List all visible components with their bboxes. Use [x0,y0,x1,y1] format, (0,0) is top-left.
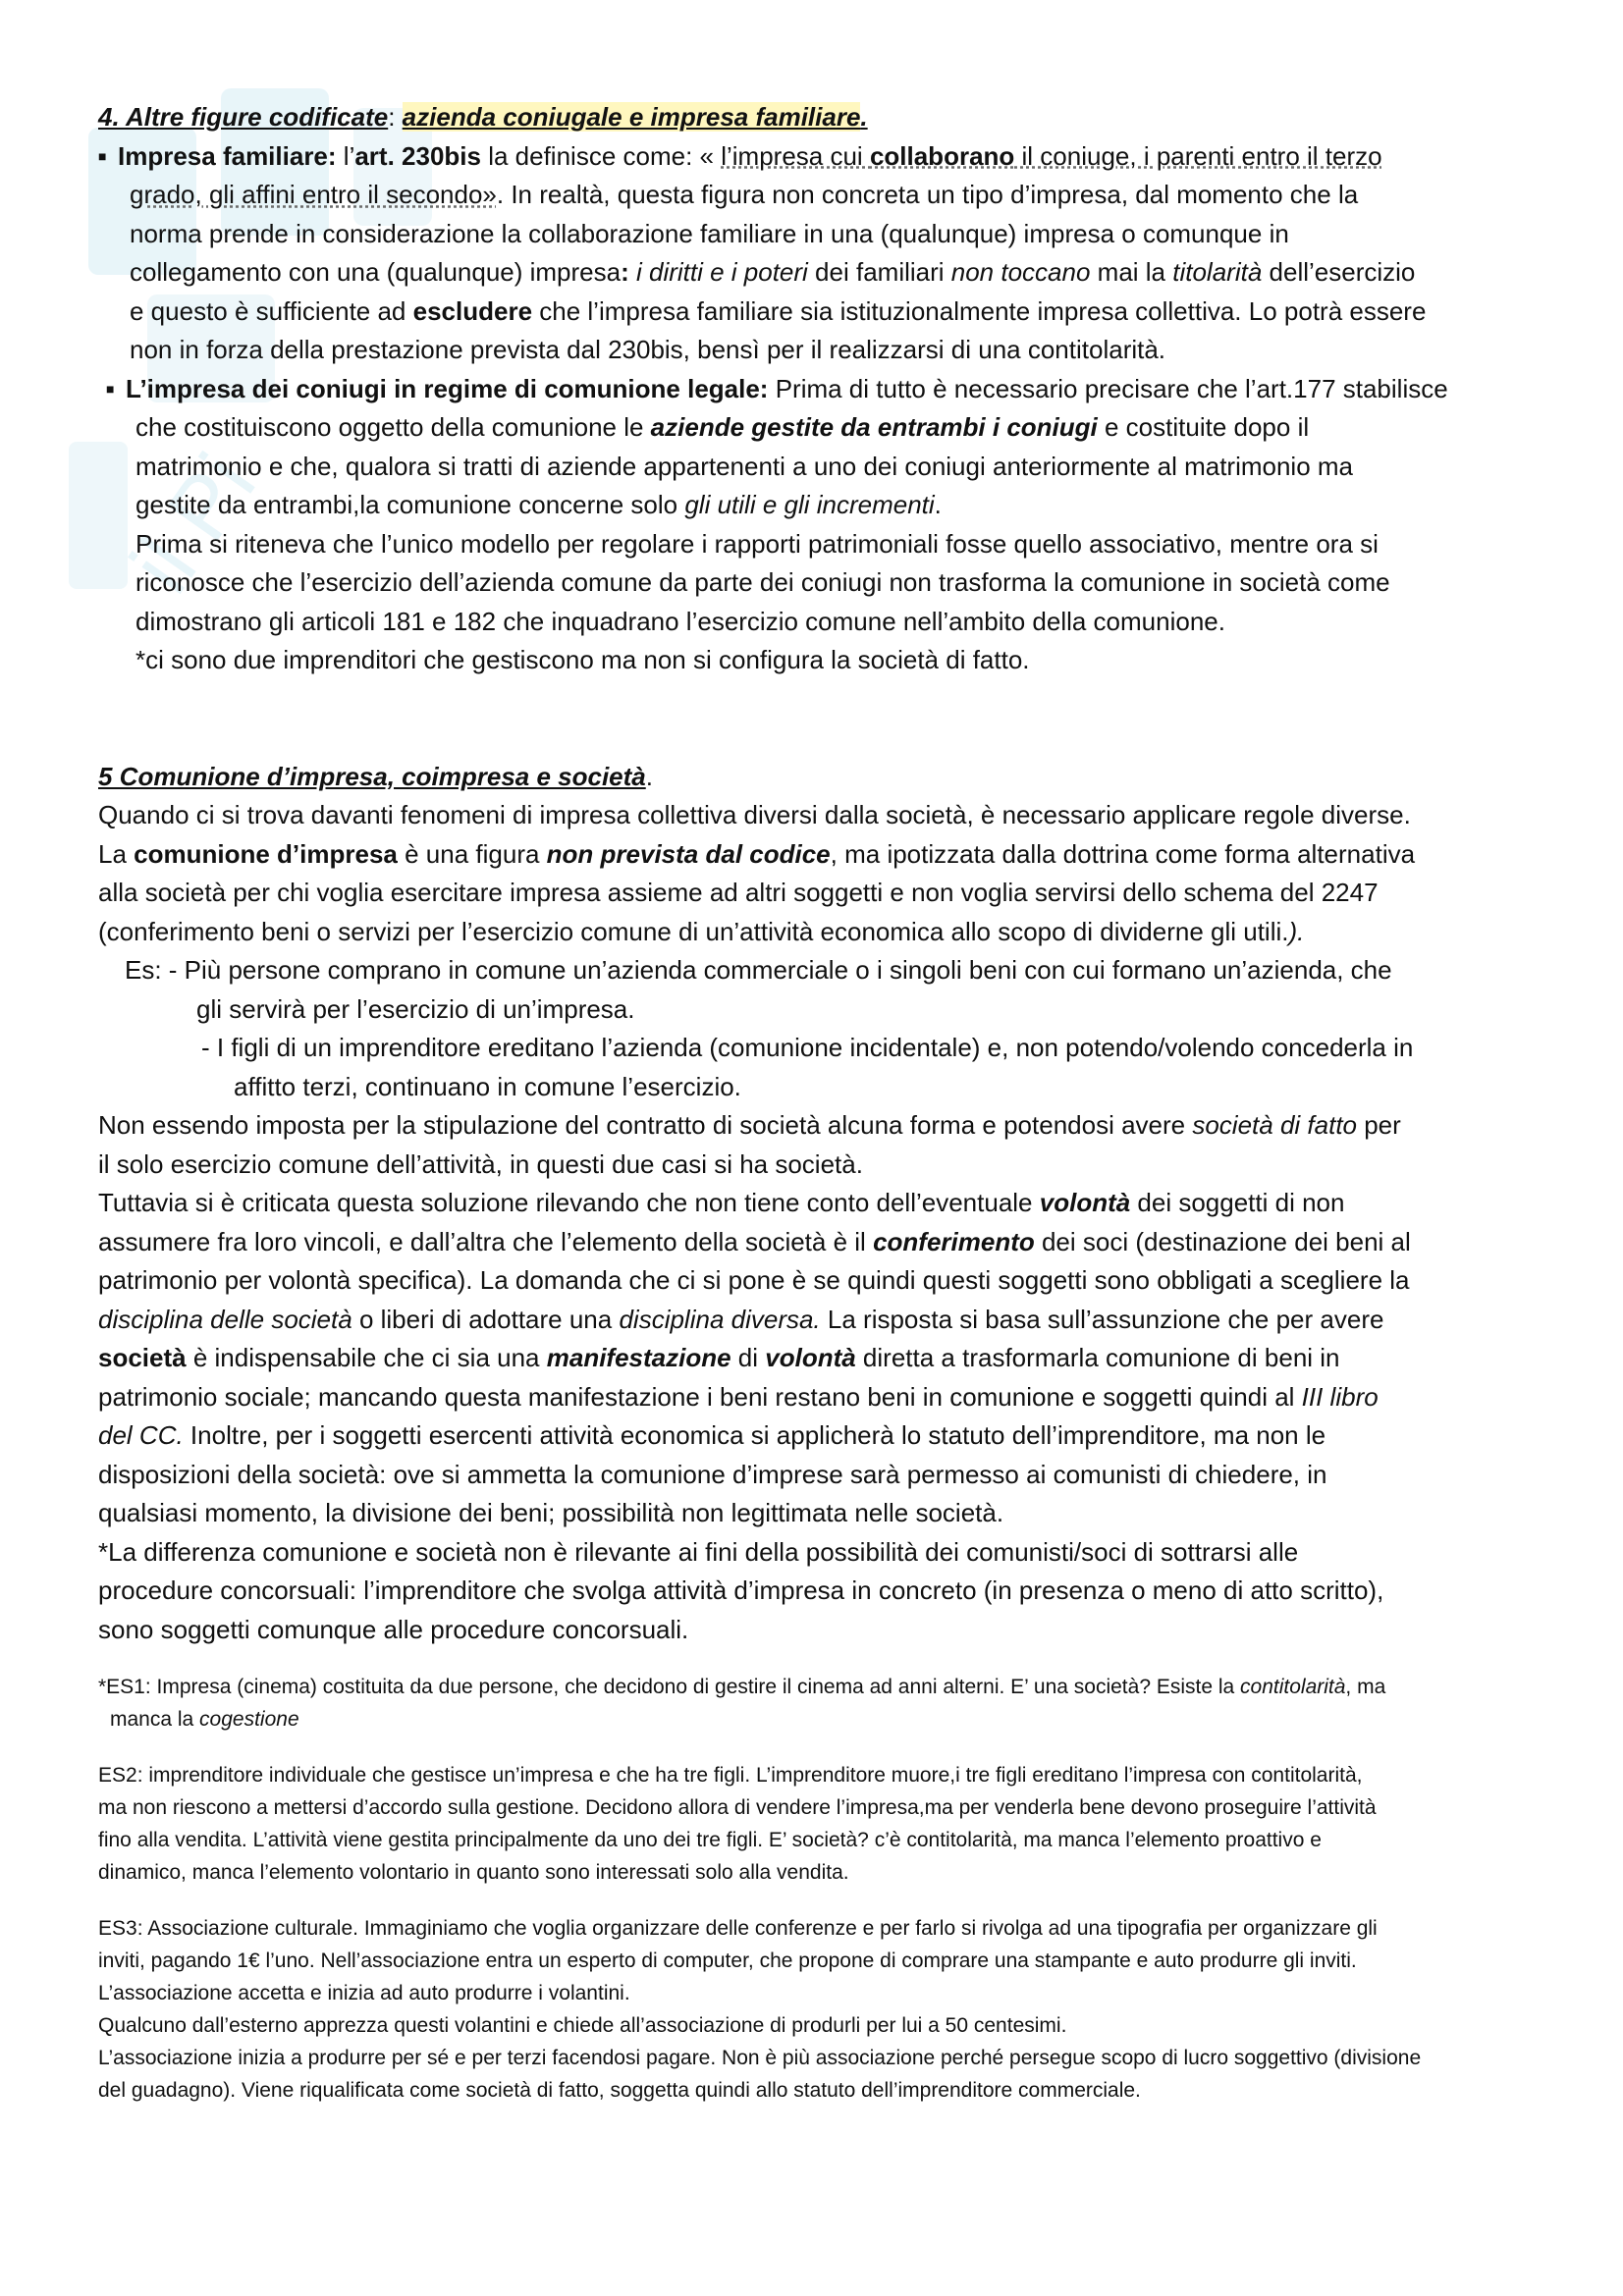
example-es3: ES3: Associazione culturale. Immaginiamo che voglia organizzare delle conferenze e per farlo si rivolga ad una tipografia per organizzare gli inviti, pagando 1€ l’uno. Nell’associazione entra un esperto di computer, che propone di comprare una stampante e auto produrre gli inviti. L’associazione accetta e inizia ad auto produrre i volantini. Qualcuno dall’esterno apprezza questi volantini e chiede all’associazione di produrli per lui a 50 centesimi. L’associazione inizia a produrre per sé e per terzi facendosi pagare. Non è più associazione perché persegue scopo di lucro soggettivo (divisione del guadagno). Viene riqualificata come società di fatto, soggetta quindi allo statuto dell’imprenditore commerciale. [98,1917,1422,2102]
example-es1: *ES1: Impresa (cinema) costituita da due persone, che decidono di gestire il cinema ad anni alterni. E’ una società? Esiste la contitolarità, ma manca la cogestione [98,1676,1386,1731]
watermark-text: il Pi [112,437,275,611]
example-list-item: - I figli di un imprenditore ereditano l’azienda (comunione incidentale) e, non potendo/volendo concederla in [201,1033,1414,1062]
bullet-impresa-familiare: ■ Impresa familiare: l’art. 230bis la definisce come: « l’impresa cui collaborano il coniuge, i parenti entro il terzo grado, gli affini entro il secondo». In realtà, questa figura non concreta un tipo d’impresa, dal momento che la norma prende in considerazione la collaborazione familiare in una (qualunque) impresa o comunque in collegamento con una (qualunque) impresa: i diritti e i poteri dei familiari non toccano mai la titolarità dell’esercizio e questo è sufficiente ad escludere che l’impresa familiare sia istituzionalmente impresa collettiva. Lo potrà essere non in forza della prestazione prevista dal 230bis, bensì per il realizzarsi di una contitolarità. [98,137,1532,370]
main-content [98,98,1532,2107]
example-es2: ES2: imprenditore individuale che gestisce un’impresa e che ha tre figli. L’imprenditore muore,i tre figli ereditano l’impresa con contitolarità, ma non riescono a mettersi d’accordo sulla gestione. Decidono allora di vendere l’impresa,ma per venderla bene devono proseguire l’attività fino alla vendita. L’attività viene gestita principalmente da uno dei tre figli. E’ società? c’è contitolarità, ma manca l’elemento proattivo e dinamico, manca l’elemento volontario in quanto sono interessati solo alla vendita. [98,1764,1377,1884]
bullet-icon: ■ [106,380,115,397]
section-5-heading: 5 Comunione d’impresa, coimpresa e società. [98,761,653,791]
bullet-impresa-coniugi: ■ L’impresa dei coniugi in regime di comunione legale: Prima di tutto è necessario precisare che l’art.177 stabilisce che costituiscono oggetto della comunione le aziende gestite da entrambi i coniugi e costituite dopo il matrimonio e che, qualora si tratti di aziende appartenenti a uno dei coniugi anteriormente al matrimonio ma gestite da entrambi,la comunione concerne solo gli utili e gli incrementi. Prima si riteneva che l’unico modello per regolare i rapporti patrimoniali fosse quello associativo, mentre ora si riconosce che l’esercizio dell’azienda comune da parte dei coniugi non trasforma la comunione in società come dimostrano gli articoli 181 e 182 che inquadrano l’esercizio comune nell’ambito della comunione. *ci sono due imprenditori che gestiscono ma non si configura la società di fatto. [98,370,1532,680]
section-5-body: Quando ci si trova davanti fenomeni di impresa collettiva diversi dalla società, è necessario applicare regole diverse. La comunione d’impresa è una figura non prevista dal codice, ma ipotizzata dalla dottrina come forma alternativa alla società per chi voglia esercitare impresa assieme ad altri soggetti e non voglia servirsi dello schema del 2247 (conferimento beni o servizi per l’esercizio comune di un’attività economica allo scopo di dividerne gli utili.). Es: - Più persone comprano in comune un’azienda commerciale o i singoli beni con cui formano un’azienda, che gli servirà per l’esercizio di un’impresa. - I figli di un imprenditore ereditano l’azienda (comunione incidentale) e, non potendo/volendo concederla in affitto terzi, continuano in comune l’esercizio. Non essendo imposta per la stipulazione del contratto di società alcuna forma e potendosi avere società di fatto per il solo esercizio comune dell’attività, in questi due casi si ha società. Tuttavia si è criticata questa soluzione rilevando che non tiene conto dell’eventuale volontà dei soggetti di non assumere fra loro vincoli, e dall’altra che l’elemento della società è il conferimento dei soci (destinazione dei beni al patrimonio per volontà specifica). La domanda che ci si pone è se quindi questi soggetti sono obbligati a scegliere la disciplina delle società o liberi di adottare una disciplina diversa. La risposta si basa sull’assunzione che per avere società è indispensabile che ci sia una manifestazione di volontà diretta a trasformarla comunione di beni in patrimonio sociale; mancando questa manifestazione i beni restano beni in comunione e soggetti quindi al III libro del CC. Inoltre, per i soggetti esercenti attività economica si applicherà lo statuto dell’imprenditore, ma non le disposizioni della società: ove si ammetta la comunione d’imprese sarà permesso ai comunisti di chiedere, in qualsiasi momento, la divisione dei beni; possibilità non legittimata nelle società. *La differenza comunione e società non è rilevante ai fini della possibilità dei comunisti/soci di sottrarsi alle procedure concorsuali: l’imprenditore che svolga attività d’impresa in concreto (in presenza o meno di atto scritto), sono soggetti comunque alle procedure concorsuali. [98,796,1532,1649]
bullet-icon: ■ [98,147,107,164]
example-list-item: Es: - Più persone comprano in comune un’azienda commerciale o i singoli beni con cui formano un’azienda, che [125,955,1392,985]
section-4-heading: 4. Altre figure codificate: azienda coniugale e impresa familiare. [98,102,868,132]
